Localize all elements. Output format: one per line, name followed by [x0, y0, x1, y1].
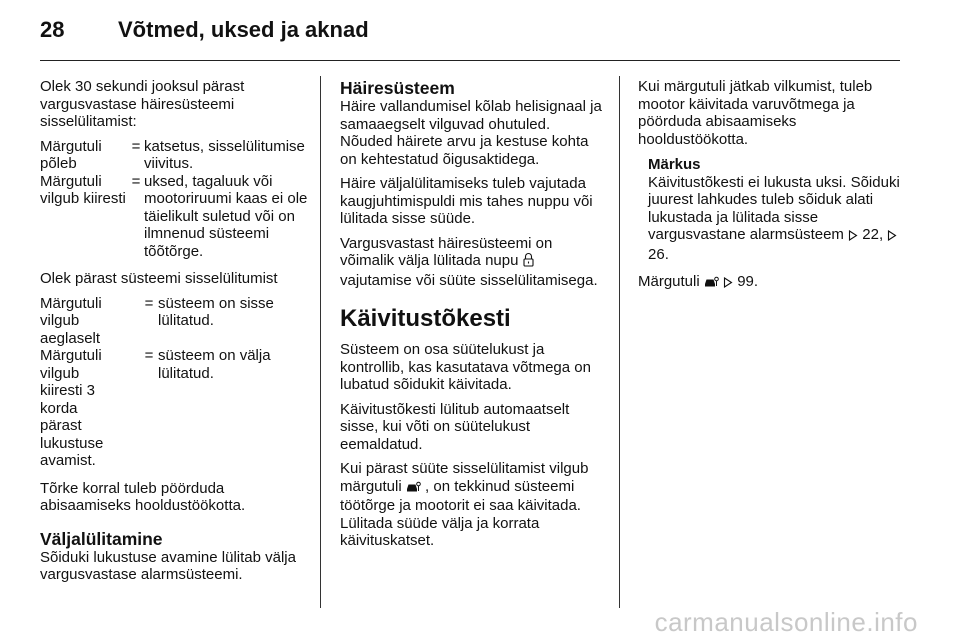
- reference-link[interactable]: [723, 273, 754, 290]
- padlock-icon: [523, 252, 534, 272]
- reference-page: 99: [737, 273, 754, 290]
- car-key-icon: [406, 480, 421, 498]
- immobilizer-heading: Käivitustõkesti: [340, 305, 511, 332]
- indicator-cell: Märgutuli vilgub kiiresti: [40, 172, 126, 207]
- indicator-label: Märgutuli: [638, 273, 700, 290]
- equals-cell: =: [144, 347, 154, 364]
- page-title: Võtmed, uksed ja aknad: [118, 17, 369, 42]
- note-heading: Märkus: [648, 156, 701, 173]
- car-key-icon: [704, 275, 719, 293]
- reference-link[interactable]: [848, 226, 879, 243]
- reference-end: .: [664, 245, 669, 263]
- status-after-intro: Olek pärast süsteemi sisselülitumist: [40, 270, 278, 287]
- status-table-30s: [40, 138, 310, 261]
- indicator-reference: [638, 273, 900, 293]
- page-number: 28: [40, 17, 65, 42]
- immobilizer-paragraph-3: [340, 460, 606, 550]
- column-divider-1: [320, 76, 321, 608]
- meaning-cell: süsteem on välja lülitatud.: [158, 347, 271, 382]
- indicator-cell: Märgutuli vilgub aeglaselt: [40, 294, 102, 347]
- header-divider: [40, 60, 900, 61]
- indicator-cell: Märgutuli vilgub kiiresti 3 korda pärast lukustuse avamist.: [40, 347, 104, 469]
- reference-separator: ,: [878, 226, 884, 243]
- immob-p3-text-a: Kui pärast süüte sisselülitamist vilgub märgutuli: [340, 460, 589, 495]
- note-box: [648, 156, 900, 263]
- alarm-paragraph-3: [340, 235, 606, 290]
- column-2: [340, 78, 606, 557]
- table-row: [40, 295, 310, 348]
- triangle-reference-icon: [887, 228, 897, 246]
- deactivation-heading: Väljalülitamine: [40, 528, 163, 549]
- meaning-cell: uksed, tagaluuk või mootoriruumi kaas ei ole täielikult suletud või on ilmnenud süsteemi tõõtõrge.: [144, 172, 308, 260]
- triangle-reference-icon: [723, 275, 733, 293]
- column-divider-2: [619, 76, 620, 608]
- page-header: [0, 0, 960, 62]
- alarm-paragraph-2: Häire väljalülitamiseks tuleb vajutada kaugjuhtimispuldi mis tahes nuppu või lülitada sisse süüde.: [340, 175, 593, 227]
- alarm-heading: Häiresüsteem: [340, 78, 455, 98]
- table-row: [40, 347, 310, 470]
- fault-text: Tõrke korral tuleb pöörduda abisaamiseks hooldustöökotta.: [40, 479, 246, 514]
- reference-page: 26: [648, 245, 665, 263]
- table-row: [40, 138, 310, 173]
- col3-paragraph-1: Kui märgutuli jätkab vilkumist, tuleb mootor käivitada varuvõtmega ja pöörduda abisaamiseks hooldustöökotta.: [638, 78, 873, 148]
- status-table-after: [40, 295, 310, 470]
- column-3: [638, 78, 900, 300]
- indicator-cell: Märgutuli põleb: [40, 137, 102, 172]
- alarm-paragraph-1: Häire vallandumisel kõlab helisignaal ja samaaegselt vilguvad ohutuled. Nõuded häirete arvu ja kestuse kohta on kehtestatud õigusaktidega.: [340, 98, 602, 168]
- reference-page: 22: [862, 226, 879, 243]
- meaning-cell: süsteem on sisse lülitatud.: [158, 294, 274, 329]
- equals-cell: =: [131, 137, 141, 155]
- triangle-reference-icon: [848, 228, 858, 246]
- immob-p3-text-b: , on tekkinud süsteemi töötõrge ja mootorit ei saa käivitada. Lülitada süüde välja ja korrata käivituskatset.: [340, 477, 581, 549]
- equals-cell: =: [131, 172, 141, 190]
- note-text: Käivitustõkesti ei lukusta uksi. Sõiduki juurest lahkudes tuleb sõiduk alati lukustada ja lülitada sisse vargusvastane alarmsüsteem: [648, 173, 900, 243]
- table-row: [40, 173, 310, 261]
- column-1: [40, 78, 310, 591]
- watermark: carmanualsonline.info: [654, 607, 918, 637]
- immobilizer-paragraph-1: Süsteem on osa süütelukust ja kontrollib, kas kasutatava võtmega on lubatud sõidukit käivitada.: [340, 341, 591, 393]
- alarm-p3-text-a: Vargusvastast häiresüsteemi on võimalik välja lülitada nupu: [340, 234, 553, 269]
- note-body: [648, 174, 900, 264]
- equals-cell: =: [144, 294, 154, 312]
- deactivation-text: Sõiduki lukustuse avamine lülitab välja vargusvastase alarmsüsteemi.: [40, 548, 296, 583]
- status-intro: Olek 30 sekundi jooksul pärast vargusvastase häiresüsteemi sisselülitamist:: [40, 78, 245, 130]
- reference-end: .: [753, 273, 759, 290]
- alarm-p3-text-b: vajutamise või süüte sisselülitamisega.: [340, 271, 598, 289]
- immobilizer-paragraph-2: Käivitustõkesti lülitub automaatselt sisse, kui võti on süütelukust eemaldatud.: [340, 400, 570, 453]
- meaning-cell: katsetus, sisselülitumise viivitus.: [144, 137, 305, 172]
